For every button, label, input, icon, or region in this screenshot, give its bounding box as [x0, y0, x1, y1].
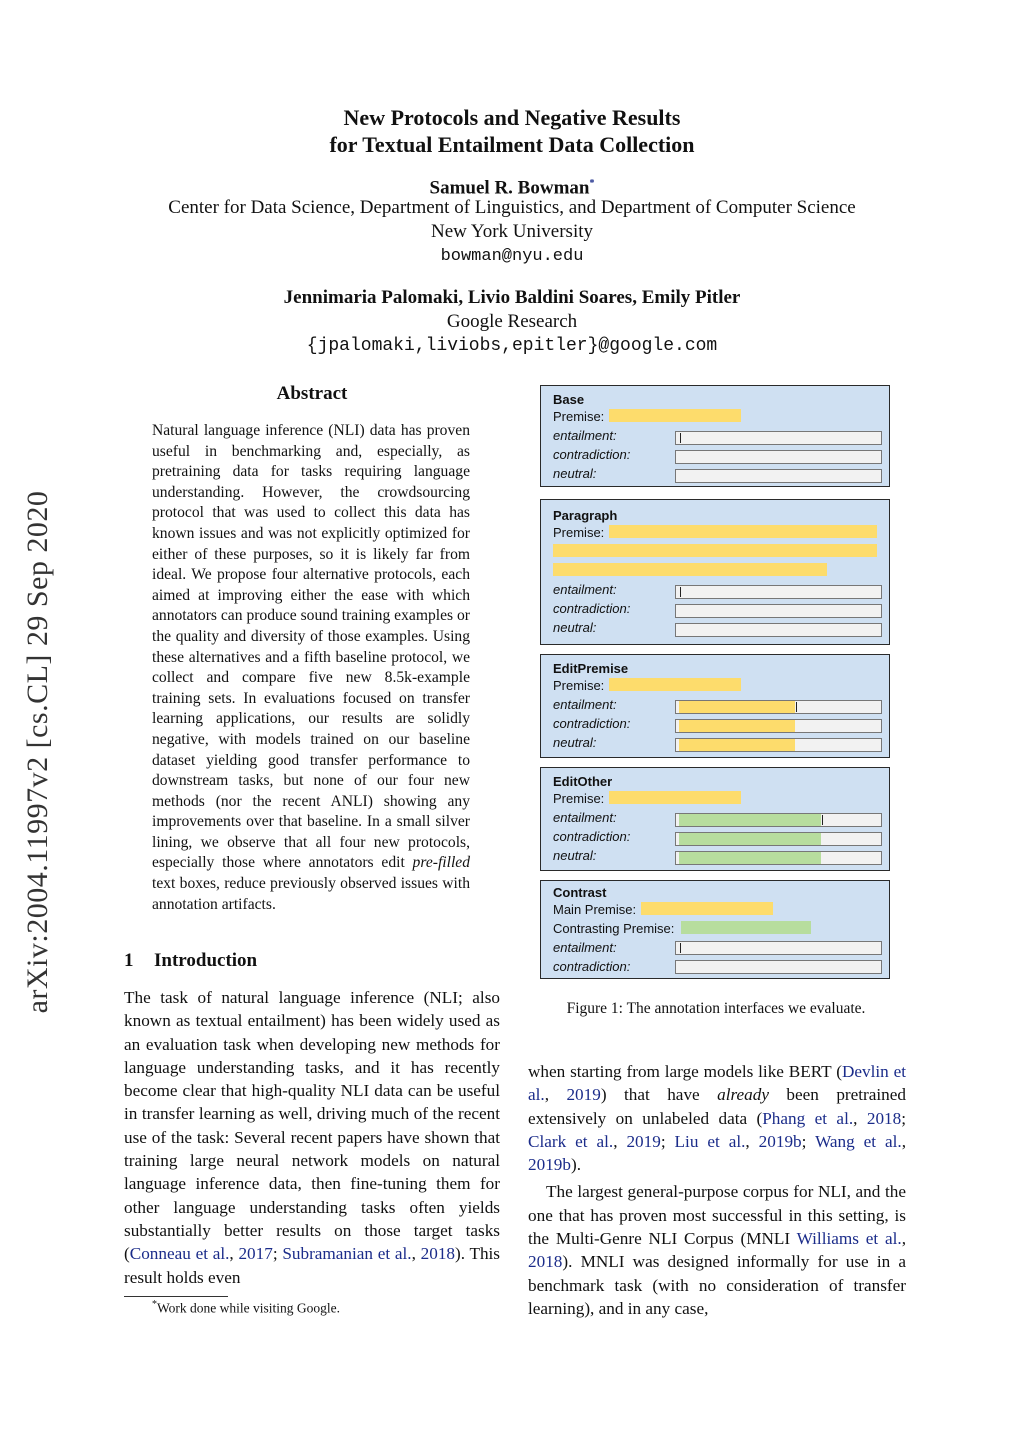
premise-highlight [553, 563, 827, 576]
affiliation-1b: New York University [430, 221, 594, 242]
contradiction-textbox[interactable] [675, 450, 882, 464]
label-neutral: neutral: [553, 620, 597, 635]
main-premise-highlight [641, 902, 773, 915]
label-contradiction: contradiction: [553, 959, 631, 974]
label-contradiction: contradiction: [553, 716, 631, 731]
citation-year-link[interactable]: 2018 [528, 1252, 563, 1272]
contrasting-premise-label: Contrasting Premise: [553, 921, 675, 936]
intro-paragraph-left: The task of natural language inference (NLI; also known as textual entailment) has been widely used as an evaluation task when developing new methods for language understanding tasks, and it has recently become clear that high-quality NLI data can be useful in transfer learning as well, driving much of the recent use of the task: Several recent papers have shown that training large neural network models on natural language inference data, then fine-tuning them for other language understanding tasks often yields substantially better results on those target tasks (Conneau et al., 2017; Subramanian et al., 2018). This result holds even [124, 988, 500, 1287]
arxiv-id: arXiv:2004.11997v2 [cs.CL] 29 Sep 2020 [21, 490, 54, 1014]
label-entailment: entailment: [553, 940, 617, 955]
premise-highlight [609, 525, 877, 538]
label-neutral: neutral: [553, 848, 597, 863]
citation-year-link[interactable]: 2019 [626, 1131, 661, 1151]
premise-highlight [609, 409, 741, 422]
panel-paragraph [540, 499, 890, 645]
panel-title: Contrast [553, 885, 607, 900]
entailment-textbox[interactable] [675, 431, 882, 445]
citation-link[interactable]: Subramanian et al. [282, 1244, 412, 1264]
label-entailment: entailment: [553, 810, 617, 825]
label-contradiction: contradiction: [553, 829, 631, 844]
contradiction-textbox[interactable] [675, 832, 882, 846]
contradiction-textbox[interactable] [675, 960, 882, 974]
author-1-name: Samuel R. Bowman [429, 177, 590, 199]
citation-year-link[interactable]: 2019b [528, 1155, 571, 1175]
contrasting-premise-highlight [681, 921, 811, 934]
arxiv-sidebar [8, 452, 68, 1052]
panel-title: EditOther [553, 774, 613, 789]
panel-editpremise [540, 654, 890, 758]
citation-link[interactable]: Williams et al. [796, 1229, 902, 1249]
panel-title: Paragraph [553, 508, 618, 523]
email-2: {jpalomaki,liviobs,epitler}@google.com [306, 336, 718, 356]
entailment-textbox[interactable] [675, 700, 882, 714]
premise-highlight [609, 791, 741, 804]
label-neutral: neutral: [553, 735, 597, 750]
title-line-1: New Protocols and Negative Results [343, 105, 681, 130]
panel-title: EditPremise [553, 661, 629, 676]
premise-label: Premise: [553, 678, 605, 693]
panel-base [540, 385, 890, 487]
contradiction-textbox[interactable] [675, 604, 882, 618]
premise-label: Premise: [553, 791, 605, 806]
panel-editother [540, 767, 890, 871]
section-heading-introduction: 1 Introduction [124, 950, 258, 971]
affiliation-1: Center for Data Science, Department of Linguistics, and Department of Computer Science [168, 197, 856, 218]
premise-highlight [553, 544, 877, 557]
citation-link[interactable]: Phang et al. [762, 1108, 854, 1128]
citation-year-link[interactable]: 2019b [758, 1131, 802, 1151]
label-contradiction: contradiction: [553, 447, 631, 462]
neutral-textbox[interactable] [675, 469, 882, 483]
neutral-textbox[interactable] [675, 851, 882, 865]
panel-contrast [540, 880, 890, 979]
footnote: *Work done while visiting Google. [152, 1299, 341, 1316]
intro-paragraph-right: when starting from large models like BERT (Devlin et al., 2019) that have already been pretrained extensively on unlabeled data (Phang et al., 2018; Clark et al., 2019; Liu et al., 2019b; Wang et al., 2019b). The largest general-purpose corpus for NLI, and the one that has proven most successful in this setting, is the Multi-Genre NLI Corpus (MNLI Williams et al., 2018). MNLI was designed informally for use in a benchmark task (with no consideration of transfer learning), and in any case, [528, 1062, 907, 1318]
title-line-2: for Textual Entailment Data Collection [329, 132, 695, 157]
citation-year-link[interactable]: 2018 [866, 1108, 902, 1128]
contradiction-textbox[interactable] [675, 719, 882, 733]
paper-title [0, 104, 1024, 158]
email-1: bowman@nyu.edu [440, 247, 584, 266]
author-1-footnote-mark[interactable]: * [589, 178, 595, 189]
entailment-textbox[interactable] [675, 813, 882, 827]
label-entailment: entailment: [553, 428, 617, 443]
main-premise-label: Main Premise: [553, 902, 637, 917]
neutral-textbox[interactable] [675, 738, 882, 752]
entailment-textbox[interactable] [675, 585, 882, 599]
premise-label: Premise: [553, 409, 605, 424]
label-entailment: entailment: [553, 582, 617, 597]
entailment-textbox[interactable] [675, 941, 882, 955]
label-contradiction: contradiction: [553, 601, 631, 616]
neutral-textbox[interactable] [675, 623, 882, 637]
premise-highlight [609, 678, 741, 691]
figure-caption: Figure 1: The annotation interfaces we evaluate. [566, 1000, 866, 1017]
citation-year-link[interactable]: 2018 [420, 1244, 455, 1264]
affiliation-2: Google Research [446, 311, 578, 332]
abstract-heading: Abstract [276, 383, 348, 404]
citation-link[interactable]: Conneau et al. [129, 1244, 230, 1264]
abstract-text: Natural language inference (NLI) data has proven useful in benchmarking and, especially, as pretraining data for tasks requiring language understanding. However, the crowdsourcing protocol that was used to collect this data has known issues and was not explicitly optimized for either of these purposes, so it is likely far from ideal. We propose four alternative protocols, each aimed at improving either the ease with which annotators can produce sound training examples or the quality and diversity of those examples. Using these alternatives and a fifth baseline protocol, we collect and compare five new 8.5k-example training sets. In evaluations focused on transfer learning applications, our results are solidly negative, with models trained on our baseline dataset yielding good transfer performance to downstream tasks, but none of our four new methods (nor the recent ANLI) showing any improvements over that baseline. In a small silver lining, we observe that all four new protocols, especially those where annotators edit pre-filled text boxes, reduce previously observed issues with annotation artifacts. [152, 422, 470, 913]
citation-link[interactable]: Wang et al. [815, 1131, 902, 1151]
label-entailment: entailment: [553, 697, 617, 712]
authors-2: Jennimaria Palomaki, Livio Baldini Soares, Emily Pitler [283, 287, 741, 308]
panel-title: Base [553, 392, 585, 407]
footnote-rule [124, 1296, 228, 1297]
citation-link[interactable]: Clark et al. [528, 1131, 614, 1151]
citation-year-link[interactable]: 2017 [238, 1244, 273, 1264]
citation-year-link[interactable]: 2019 [566, 1085, 601, 1105]
citation-link[interactable]: Devlin et al. [528, 1062, 906, 1105]
premise-label: Premise: [553, 525, 605, 540]
citation-link[interactable]: Liu et al. [674, 1131, 746, 1151]
label-neutral: neutral: [553, 466, 597, 481]
